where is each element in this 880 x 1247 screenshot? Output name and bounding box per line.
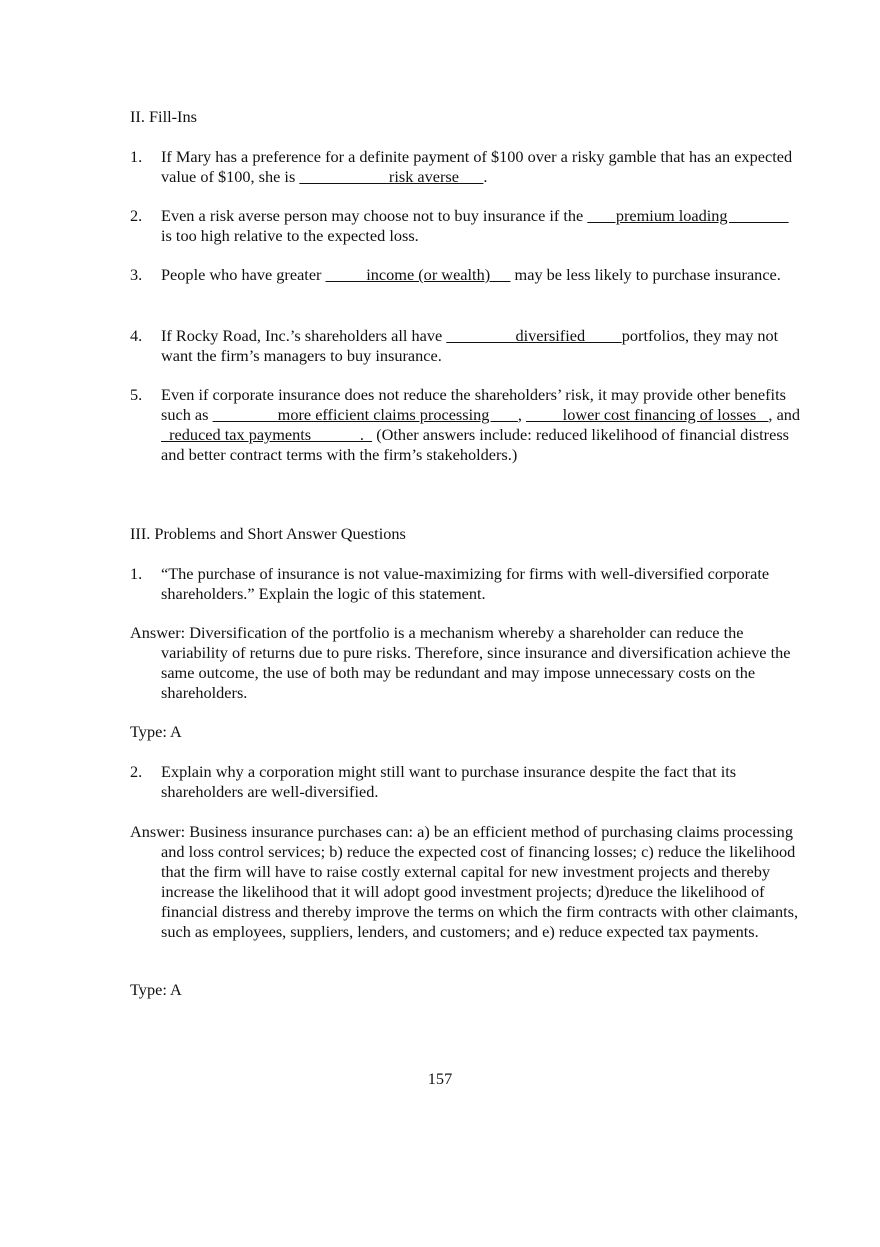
problem-question-1 xyxy=(130,564,801,604)
fill-ins-heading: II. Fill-Ins xyxy=(130,107,197,126)
fill-in-text: If Rocky Road, Inc.’s shareholders all have xyxy=(161,326,447,345)
item-number: 2. xyxy=(130,762,143,781)
item-number: 1. xyxy=(130,147,143,166)
problem-question-2 xyxy=(130,762,801,802)
fill-in-text: (Other answers include: reduced likelihood of financial distress and better contract terms with the firm’s stakeholders.) xyxy=(161,425,790,464)
fill-in-item-4 xyxy=(130,326,801,366)
problem-answer-1: Answer: Diversification of the portfolio is a mechanism whereby a shareholder can reduce the variability of returns due to pure risks. Therefore, since insurance and diversification achieve the same outcome, the use of both may be redundant and may impose unnecessary costs on the shareholders. xyxy=(130,623,791,702)
item-number: 4. xyxy=(130,326,143,345)
page-number: 157 xyxy=(427,1069,453,1088)
fill-in-text: People who have greater xyxy=(161,265,326,284)
item-number: 1. xyxy=(130,564,143,583)
fill-in-answer: premium loading xyxy=(587,206,789,225)
fill-in-text: , and xyxy=(768,405,801,424)
fill-in-item-1 xyxy=(130,147,801,187)
item-number: 2. xyxy=(130,206,143,225)
fill-in-text: portfolios, they may not want the firm’s managers to buy insurance. xyxy=(161,326,779,365)
fill-in-answer: more efficient claims processing xyxy=(212,405,518,424)
fill-in-text: . xyxy=(483,167,488,186)
fill-in-item-3 xyxy=(130,265,801,285)
problem-type-2: Type: A xyxy=(130,980,182,999)
item-number: 3. xyxy=(130,265,143,284)
fill-in-text: , xyxy=(517,405,527,424)
fill-in-item-2 xyxy=(130,206,801,246)
fill-in-text: Even if corporate insurance does not reduce the shareholders’ risk, it may provide other benefits such as xyxy=(161,385,786,424)
fill-in-text: If Mary has a preference for a definite payment of $100 over a risky gamble that has an expected value of $100, she is xyxy=(161,147,793,186)
fill-in-text: is too high relative to the expected loss. xyxy=(161,226,419,245)
fill-in-answer: reduced tax payments . xyxy=(161,425,373,444)
problem-type-1: Type: A xyxy=(130,722,182,741)
problems-heading: III. Problems and Short Answer Questions xyxy=(130,524,406,543)
fill-in-answer: income (or wealth) xyxy=(325,265,511,284)
fill-in-item-5 xyxy=(130,385,801,465)
fill-in-answer: risk averse xyxy=(299,167,484,186)
item-number: 5. xyxy=(130,385,143,404)
fill-in-text: may be less likely to purchase insurance. xyxy=(510,265,781,284)
question-text: “The purchase of insurance is not value-maximizing for firms with well-diversified corporate shareholders.” Explain the logic of this statement. xyxy=(161,564,770,603)
fill-in-answer: lower cost financing of losses xyxy=(526,405,769,424)
problem-answer-2: Answer: Business insurance purchases can: a) be an efficient method of purchasing claims processing and loss control services; b) reduce the expected cost of financing losses; c) reduce the likelihood that the firm will have to raise costly external capital for new investment projects and thereby increase the likelihood that it will adopt good investment projects; d)reduce the likelihood of financial distress and thereby improve the terms on which the firm contracts with other claimants, such as employees, suppliers, lenders, and customers; and e) reduce expected tax payments. xyxy=(130,822,799,941)
question-text: Explain why a corporation might still want to purchase insurance despite the fact that its shareholders are well-diversified. xyxy=(161,762,737,801)
fill-in-text: Even a risk averse person may choose not to buy insurance if the xyxy=(161,206,588,225)
fill-in-answer: diversified xyxy=(446,326,622,345)
